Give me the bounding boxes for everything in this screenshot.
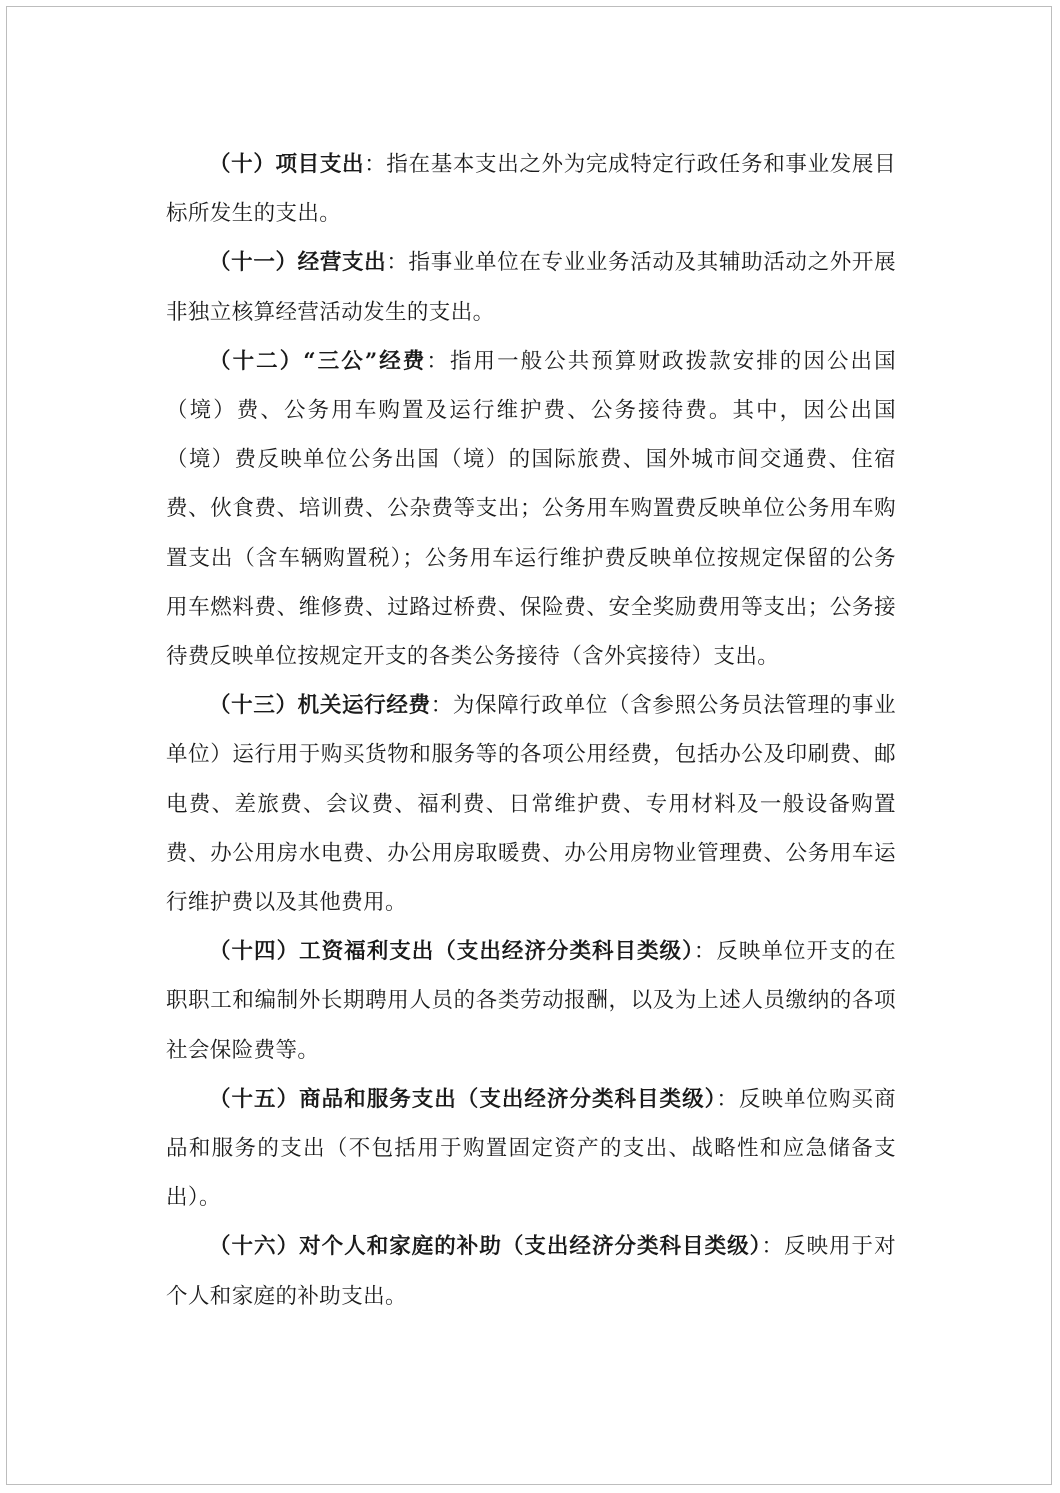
term-label: （十一）经营支出 — [209, 250, 387, 276]
definition-text: 指用一般公共预算财政拨款安排的因公出国（境）费、公务用车购置及运行维护费、公务接待费。其中，因公出国（境）费反映单位公务出国（境）的国际旅费、国外城市间交通费、住宿费、伙食费、培训费、公杂费等支出；公务用车购置费反映单位公务用车购置支出（含车辆购置税）；公务用车运行维护费反映单位按规定保留的公务用车燃料费、维修费、过路过桥费、保险费、安全奖励费用等支出；公务接待费反映单位按规定开支的各类公务接待（含外宾接待）支出。 — [166, 348, 897, 670]
paragraph-15-goods-services — [166, 1075, 896, 1223]
term-separator: ： — [693, 939, 717, 965]
definition-text: 反映单位购买商品和服务的支出（不包括用于购置固定资产的支出、战略性和应急储备支出）。 — [166, 1086, 896, 1211]
definition-text: 指事业单位在专业业务活动及其辅助活动之外开展非独立核算经营活动发生的支出。 — [166, 250, 896, 325]
term-label: （十六）对个人和家庭的补助（支出经济分类科目类级） — [209, 1234, 762, 1260]
definition-text: 指在基本支出之外为完成特定行政任务和事业发展目标所发生的支出。 — [166, 152, 896, 227]
term-separator: ： — [364, 152, 387, 177]
term-separator: ： — [386, 250, 409, 276]
term-label: （十二）“三公”经费 — [209, 348, 427, 374]
term-label: （十四）工资福利支出（支出经济分类科目类级） — [209, 939, 694, 965]
definition-text: 为保障行政单位（含参照公务员法管理的事业单位）运行用于购买货物和服务等的各项公用经费，包括办公及印刷费、邮电费、差旅费、会议费、福利费、日常维护费、专用材料及一般设备购置费、办公用房水电费、办公用房取暖费、办公用房物业管理费、公务用车运行维护费以及其他费用。 — [166, 693, 896, 916]
term-label: （十五）商品和服务支出（支出经济分类科目类级） — [209, 1086, 717, 1112]
term-label: （十三）机关运行经费 — [209, 693, 431, 719]
paragraph-10-project-expenditure — [166, 140, 896, 238]
paragraph-13-agency-operating-funds — [166, 681, 896, 927]
paragraph-14-wages-welfare — [166, 927, 896, 1075]
document-body — [166, 140, 896, 1321]
definition-text: 反映用于对个人和家庭的补助支出。 — [166, 1234, 896, 1309]
term-separator: ： — [426, 348, 450, 374]
paragraph-16-household-subsidies — [166, 1222, 896, 1320]
definition-text: 反映单位开支的在职职工和编制外长期聘用人员的各类劳动报酬，以及为上述人员缴纳的各项社会保险费等。 — [166, 939, 896, 1063]
term-separator: ： — [761, 1234, 784, 1260]
paragraph-12-three-public-funds — [166, 337, 896, 681]
paragraph-11-operating-expenditure — [166, 238, 896, 336]
term-separator: ： — [430, 693, 453, 719]
term-label: （十）项目支出 — [209, 152, 365, 177]
term-separator: ： — [716, 1086, 739, 1112]
